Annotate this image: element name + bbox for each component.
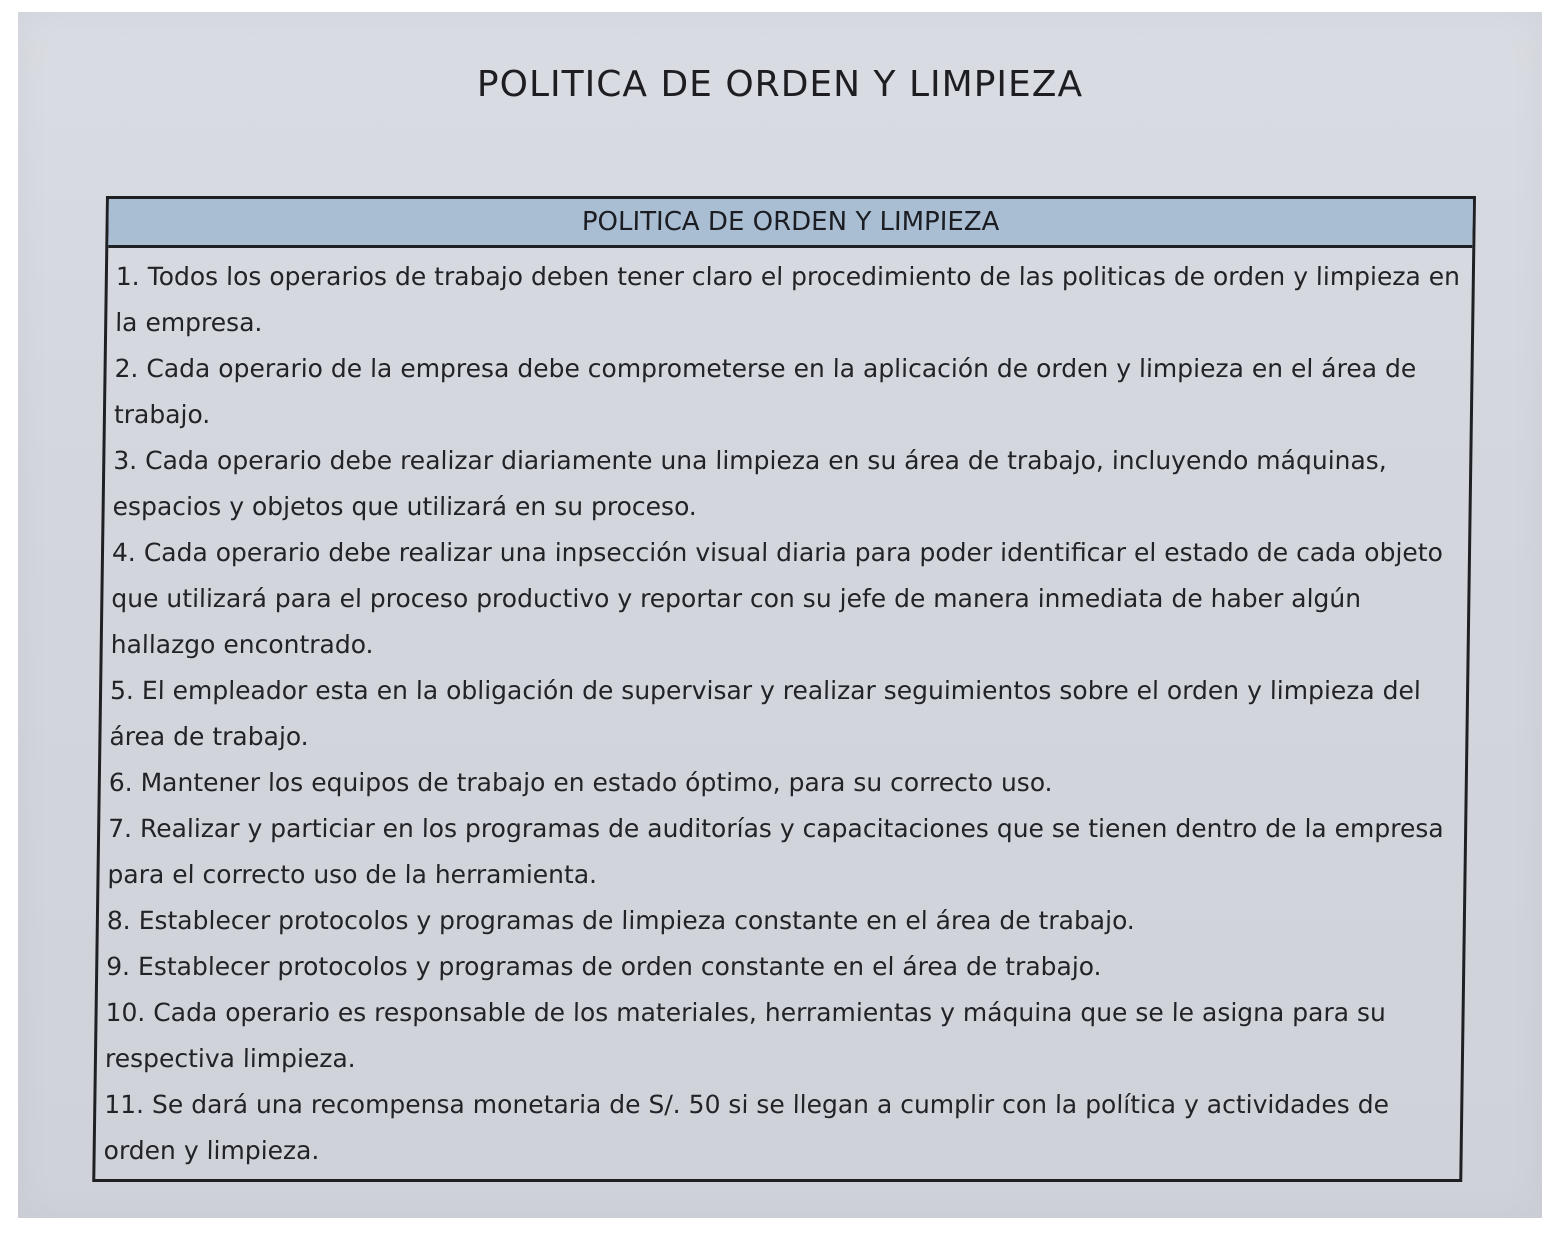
policy-table [92,196,1476,1182]
document-title: POLITICA DE ORDEN Y LIMPIEZA [476,64,1084,105]
table-header: POLITICA DE ORDEN Y LIMPIEZA [108,199,1473,248]
policy-item-3: 3. Cada operario debe realizar diariamente una limpieza en su área de trabajo, incluyendo máquinas, espacios y objetos que utilizará en su proceso. [112,446,1387,521]
policy-item-11: 11. Se dará una recompensa monetaria de S/. 50 si se llegan a cumplir con la política y actividades de orden y limpieza. [103,1090,1390,1165]
policy-item-6: 6. Mantener los equipos de trabajo en estado óptimo, para su correcto uso. [108,768,1053,797]
policy-item-10: 10. Cada operario es responsable de los materiales, herramientas y máquina que se le asigna para su respectiva limpieza. [104,998,1387,1073]
policy-list [95,248,1472,1174]
policy-item-5: 5. El empleador esta en la obligación de supervisar y realizar seguimientos sobre el orden y limpieza del área de trabajo. [109,676,1422,751]
policy-item-1: 1. Todos los operarios de trabajo deben tener claro el procedimiento de las politicas de orden y limpieza en la empresa. [115,262,1461,337]
document-page [18,12,1542,1218]
policy-item-2: 2. Cada operario de la empresa debe comprometerse en la aplicación de orden y limpieza en el área de trabajo. [113,354,1417,429]
policy-item-4: 4. Cada operario debe realizar una inpsección visual diaria para poder identificar el estado de cada objeto que utilizará para el proceso productivo y reportar con su jefe de manera inmediata de haber algún hallazgo encontrado. [110,538,1444,659]
policy-item-8: 8. Establecer protocolos y programas de limpieza constante en el área de trabajo. [106,906,1136,935]
policy-item-7: 7. Realizar y particiar en los programas de auditorías y capacitaciones que se tienen dentro de la empresa para el correcto uso de la herramienta. [107,814,1444,889]
policy-item-9: 9. Establecer protocolos y programas de orden constante en el área de trabajo. [106,952,1102,981]
